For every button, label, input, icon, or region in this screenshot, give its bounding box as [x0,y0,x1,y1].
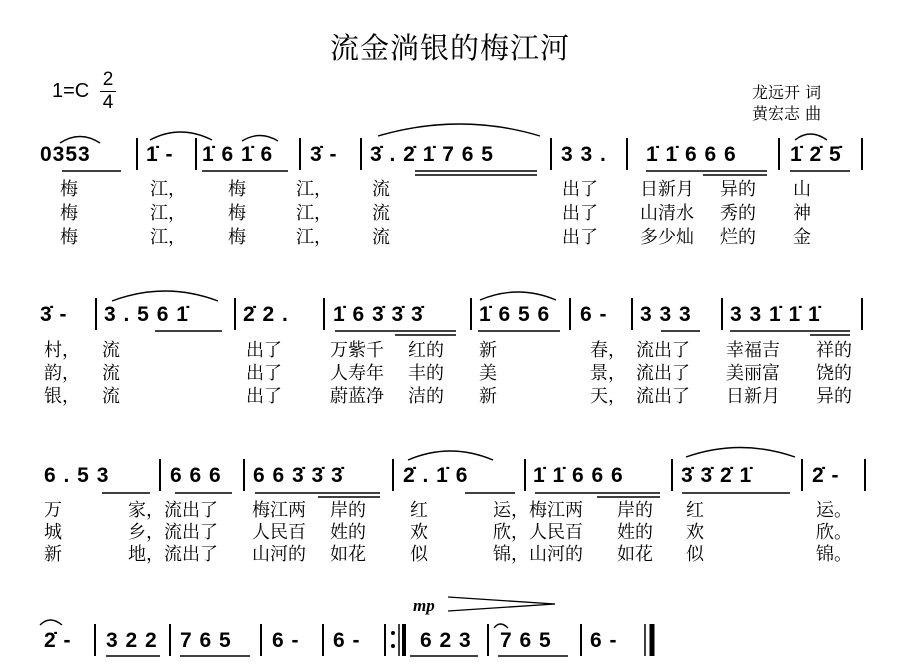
lyric-word: 岸的 [330,500,366,521]
lyric-word: 出了 [246,340,282,361]
measure: 6 6 6 [170,464,222,487]
lyric-word: 人寿年 [330,363,384,384]
lyric-word: 流出了 [636,386,690,407]
lyric-word: 梅 [60,203,78,224]
key-signature: 1=C [52,80,90,102]
decrescendo-hairpin [448,597,555,611]
lyric-word: 江， [296,227,332,248]
lyric-word: 出了 [562,203,598,224]
lyric-word: 流 [372,203,390,224]
measure: 1̇ 6 1̇ 6 [202,143,274,166]
lyric-word: 出了 [562,227,598,248]
lyric-word: 新 [479,386,497,407]
measure: 1̇ 6 3̇ 3̇ 3̇ [333,303,424,326]
lyric-word: 天， [590,386,626,407]
measure: 6 - [333,629,361,652]
measure: 1̇ 2̇ 5̇ [790,143,842,166]
lyric-word: 梅 [60,227,78,248]
lyricist-credit: 龙远开 词 [752,83,822,102]
measure: 3̇ - [40,303,68,326]
lyric-word: 地，流出了 [128,544,218,565]
lyric-word: 村， [44,340,80,361]
lyric-word: 流 [102,386,120,407]
song-title: 流金淌银的梅江河 [329,31,570,65]
lyric-word: 江， [296,179,332,200]
lyric-word: 银， [44,386,80,407]
lyric-word: 乡，流出了 [128,522,218,543]
lyric-word: 美 [479,363,497,384]
measure: 6 . 5 3 [44,464,110,487]
measure: 1̇ 6 5 6 [479,303,551,326]
lyric-word: 万紫千 [330,340,384,361]
measure: 2̇ . 1̇ 6 [403,464,469,487]
lyric-word: 烂的 [720,227,756,248]
lyric-word: 景， [590,363,626,384]
lyric-word: 梅 [228,227,246,248]
lyric-word: 流出了 [636,340,690,361]
lyric-word: 流 [372,227,390,248]
lyric-word: 多少灿 [640,227,694,248]
measure: 2̇ - [812,464,840,487]
lyric-word: 流出了 [636,363,690,384]
score-system-2 [0,303,900,343]
lyric-word: 似 [410,544,428,565]
measure: 2̇ 2 . [243,303,289,326]
measure: 6 2 3 [420,629,472,652]
measure: 3̇ . 2̇ 1̇ 7 6 5 [370,143,494,166]
lyric-word: 梅 [228,179,246,200]
lyric-word: 锦。 [816,544,852,565]
measure: 3 2 2 [106,629,158,652]
lyric-word: 运，梅江两 [493,500,583,521]
lyric-word: 锦，山河的 [493,544,583,565]
lyric-word: 如花 [330,544,366,565]
lyric-word: 日新月 [640,179,694,200]
lyric-word: 新 [44,544,62,565]
lyric-word: 丰的 [408,363,444,384]
lyric-word: 流 [102,340,120,361]
time-signature-bottom: 4 [102,92,114,113]
lyric-word: 万 [44,500,62,521]
measure: 6 - [580,303,608,326]
lyric-word: 日新月 [726,386,780,407]
composer-credit: 黄宏志 曲 [752,104,822,123]
lyric-word: 神 [793,203,811,224]
lyric-word: 江， [150,227,186,248]
lyric-word: 新 [479,340,497,361]
measure: 6 6 3̇ 3̇ 3̇ [253,464,344,487]
time-signature-top: 2 [102,69,114,90]
lyric-word: 姓的 [330,522,366,543]
lyric-word: 梅 [60,179,78,200]
lyric-word: 红的 [408,340,444,361]
lyric-word: 欣，人民百 [493,522,583,543]
lyric-word: 梅 [228,203,246,224]
lyric-word: 家，流出了 [128,500,218,521]
measure: 2̇ - [44,629,72,652]
lyric-word: 山河的 [252,544,306,565]
lyric-word: 出了 [246,363,282,384]
lyric-word: 春， [590,340,626,361]
measure: 1̇ - [146,143,174,166]
lyric-word: 出了 [246,386,282,407]
lyric-word: 异的 [720,179,756,200]
lyric-word: 流 [372,179,390,200]
measure: 1̇ 1̇ 6 6 6 [646,143,737,166]
lyric-word: 似 [686,544,704,565]
lyric-word: 美丽富 [726,363,780,384]
lyric-word: 饶的 [816,363,852,384]
lyric-word: 山清水 [640,203,694,224]
lyric-word: 城 [44,522,62,543]
measure: 6 - [272,629,300,652]
measure: 3 3 3 [640,303,692,326]
lyric-word: 韵， [44,363,80,384]
lyric-word: 红 [686,500,704,521]
lyric-word: 人民百 [252,522,306,543]
lyric-word: 岸的 [617,500,653,521]
lyric-word: 梅江两 [252,500,306,521]
dynamic-marking: mp [413,596,435,615]
lyric-word: 幸福吉 [726,340,780,361]
lyric-word: 江， [296,203,332,224]
lyric-word: 姓的 [617,522,653,543]
lyric-word: 异的 [816,386,852,407]
lyric-word: 如花 [617,544,653,565]
lyric-word: 祥的 [816,340,852,361]
lyric-word: 流 [102,363,120,384]
measure: 3̇ - [310,143,338,166]
lyric-word: 欣。 [816,522,852,543]
lyric-word: 洁的 [408,386,444,407]
lyric-word: 欢 [686,522,704,543]
score-system-4 [0,629,900,669]
measure: 0353 [40,143,91,166]
lyric-word: 江， [150,179,186,200]
lyric-word: 江， [150,203,186,224]
lyric-word: 欢 [410,522,428,543]
measure: 6 - [590,629,618,652]
score-system-1 [0,143,900,183]
measure: 3̇ 3̇ 2̇ 1̇ [681,464,753,487]
measure: 7 6 5 [180,629,232,652]
lyric-word: 出了 [562,179,598,200]
measure: 3 3 . [561,143,607,166]
lyric-word: 金 [793,227,811,248]
lyric-word: 运。 [816,500,852,521]
measure: 3 . 5 6 1̇ [104,303,189,326]
measure: 7 6 5 [500,629,552,652]
measure: 3 3 1̇ 1̇ 1̇ [730,303,821,326]
measure: 1̇ 1̇ 6 6 6 [533,464,624,487]
lyric-word: 红 [410,500,428,521]
lyric-word: 山 [793,179,811,200]
score-system-3 [0,464,900,504]
lyric-word: 蔚蓝净 [330,386,384,407]
lyric-word: 秀的 [720,203,756,224]
